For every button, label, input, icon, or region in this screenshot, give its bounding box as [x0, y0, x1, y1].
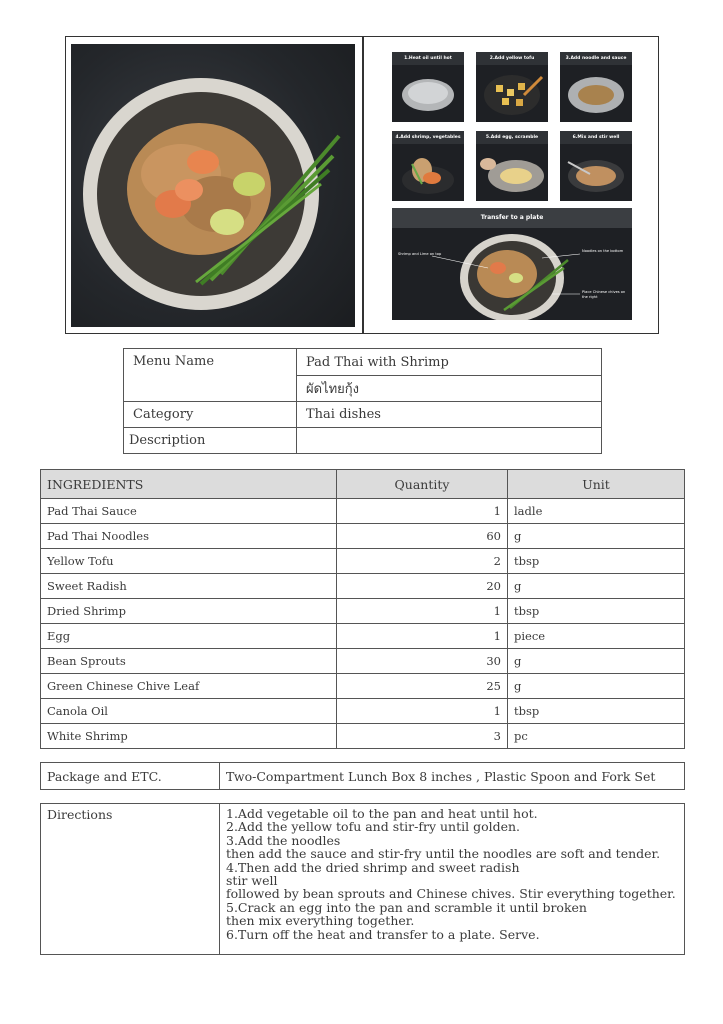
ingredient-unit: piece [508, 624, 685, 649]
ingredient-name: Pad Thai Sauce [41, 499, 337, 524]
table-header-row [41, 470, 685, 499]
photo-divider [362, 37, 364, 333]
menu-name-english: Pad Thai with Shrimp [297, 349, 602, 376]
ingredient-name: Canola Oil [41, 699, 337, 724]
table-row [124, 428, 602, 454]
step-label: 3.Add noodle and sauce [560, 52, 632, 65]
table-row [41, 549, 685, 574]
shrimp-wok-image [392, 144, 464, 201]
egg-scramble-image [476, 144, 548, 201]
direction-line: 5.Crack an egg into the pan and scramble it until broken [226, 899, 587, 915]
ingredients-table [40, 469, 685, 749]
ingredient-unit: ladle [508, 499, 685, 524]
package-table [40, 762, 685, 790]
ingredient-quantity: 2 [337, 549, 508, 574]
step-card [476, 131, 548, 201]
step-card [560, 131, 632, 201]
ingredient-name: Bean Sprouts [41, 649, 337, 674]
direction-line: 6.Turn off the heat and transfer to a plate. Serve. [226, 926, 540, 942]
ingredient-name: Sweet Radish [41, 574, 337, 599]
ingredient-unit: g [508, 524, 685, 549]
table-row [41, 624, 685, 649]
plate-step-card [392, 208, 632, 320]
direction-line: stir well [226, 873, 278, 889]
directions-label: Directions [41, 804, 220, 955]
ingredient-quantity: 25 [337, 674, 508, 699]
pad-thai-plate-image [71, 44, 355, 327]
cooking-steps-image [392, 52, 632, 320]
table-row [41, 763, 685, 790]
step-card [476, 52, 548, 122]
ingredients-header: INGREDIENTS [41, 470, 337, 499]
direction-line: 2.Add the yellow tofu and stir-fry until golden. [226, 819, 521, 835]
ingredient-unit: g [508, 674, 685, 699]
table-row [41, 574, 685, 599]
direction-line: 1.Add vegetable oil to the pan and heat until hot. [226, 806, 538, 821]
directions-text [220, 804, 685, 955]
ingredient-quantity: 30 [337, 649, 508, 674]
table-row [41, 674, 685, 699]
description-value [297, 428, 602, 454]
ingredient-name: Egg [41, 624, 337, 649]
ingredient-unit: tbsp [508, 599, 685, 624]
step-label: 6.Mix and stir well [560, 131, 632, 144]
category-label: Category [124, 402, 297, 428]
menu-name-thai: ผัดไทยกุ้ง [297, 376, 602, 402]
ingredient-unit: g [508, 649, 685, 674]
step-label: 5.Add egg, scramble [476, 131, 548, 144]
ingredient-unit: g [508, 574, 685, 599]
table-row [41, 804, 685, 955]
photo-panel [65, 36, 659, 334]
plate-note-right-top: Noodles on the bottom [582, 249, 624, 253]
ingredient-unit: tbsp [508, 549, 685, 574]
direction-line: 4.Then add the dried shrimp and sweet radish [226, 859, 520, 875]
table-row [41, 724, 685, 749]
ingredient-quantity: 1 [337, 699, 508, 724]
description-label: Description [124, 428, 297, 454]
tofu-image [476, 65, 548, 122]
stir-wok-image [560, 144, 632, 201]
noodle-wok-image [560, 65, 632, 122]
ingredient-name: Green Chinese Chive Leaf [41, 674, 337, 699]
table-row [41, 699, 685, 724]
unit-header: Unit [508, 470, 685, 499]
ingredient-name: Dried Shrimp [41, 599, 337, 624]
table-row [124, 349, 602, 376]
direction-line: then mix everything together. [226, 913, 415, 929]
package-value: Two-Compartment Lunch Box 8 inches , Plastic Spoon and Fork Set [220, 763, 685, 790]
direction-line: 3.Add the noodles [226, 832, 341, 848]
table-row [41, 524, 685, 549]
wok-image [392, 65, 464, 122]
ingredient-name: Yellow Tofu [41, 549, 337, 574]
menu-info-table [123, 348, 602, 454]
step-card [392, 131, 464, 201]
step-label: 2.Add yellow tofu [476, 52, 548, 65]
ingredient-quantity: 3 [337, 724, 508, 749]
ingredient-quantity: 1 [337, 624, 508, 649]
dish-photo [71, 44, 355, 327]
direction-line: then add the sauce and stir-fry until the noodles are soft and tender. [226, 846, 661, 862]
plate-note-left: Shrimp and Lime on top [398, 252, 442, 256]
step-card [560, 52, 632, 122]
step-label: 4.Add shrimp, vegetables [392, 131, 464, 144]
directions-table [40, 803, 685, 955]
ingredient-quantity: 1 [337, 499, 508, 524]
plate-note-right-bottom: Place Chinese chives on the right [582, 290, 626, 299]
plated-dish-image [392, 228, 632, 320]
table-row [41, 599, 685, 624]
menu-name-label: Menu Name [124, 349, 297, 402]
ingredient-unit: tbsp [508, 699, 685, 724]
ingredient-unit: pc [508, 724, 685, 749]
step-label: 1.Heat oil until hot [392, 52, 464, 65]
ingredient-name: Pad Thai Noodles [41, 524, 337, 549]
table-row [124, 402, 602, 428]
table-row [41, 649, 685, 674]
direction-line: followed by bean sprouts and Chinese chives. Stir everything together. [226, 886, 676, 902]
plate-step-title: Transfer to a plate [392, 208, 632, 228]
quantity-header: Quantity [337, 470, 508, 499]
ingredient-name: White Shrimp [41, 724, 337, 749]
ingredient-quantity: 60 [337, 524, 508, 549]
step-card [392, 52, 464, 122]
table-row [41, 499, 685, 524]
package-label: Package and ETC. [41, 763, 220, 790]
category-value: Thai dishes [297, 402, 602, 428]
ingredient-quantity: 20 [337, 574, 508, 599]
ingredient-quantity: 1 [337, 599, 508, 624]
